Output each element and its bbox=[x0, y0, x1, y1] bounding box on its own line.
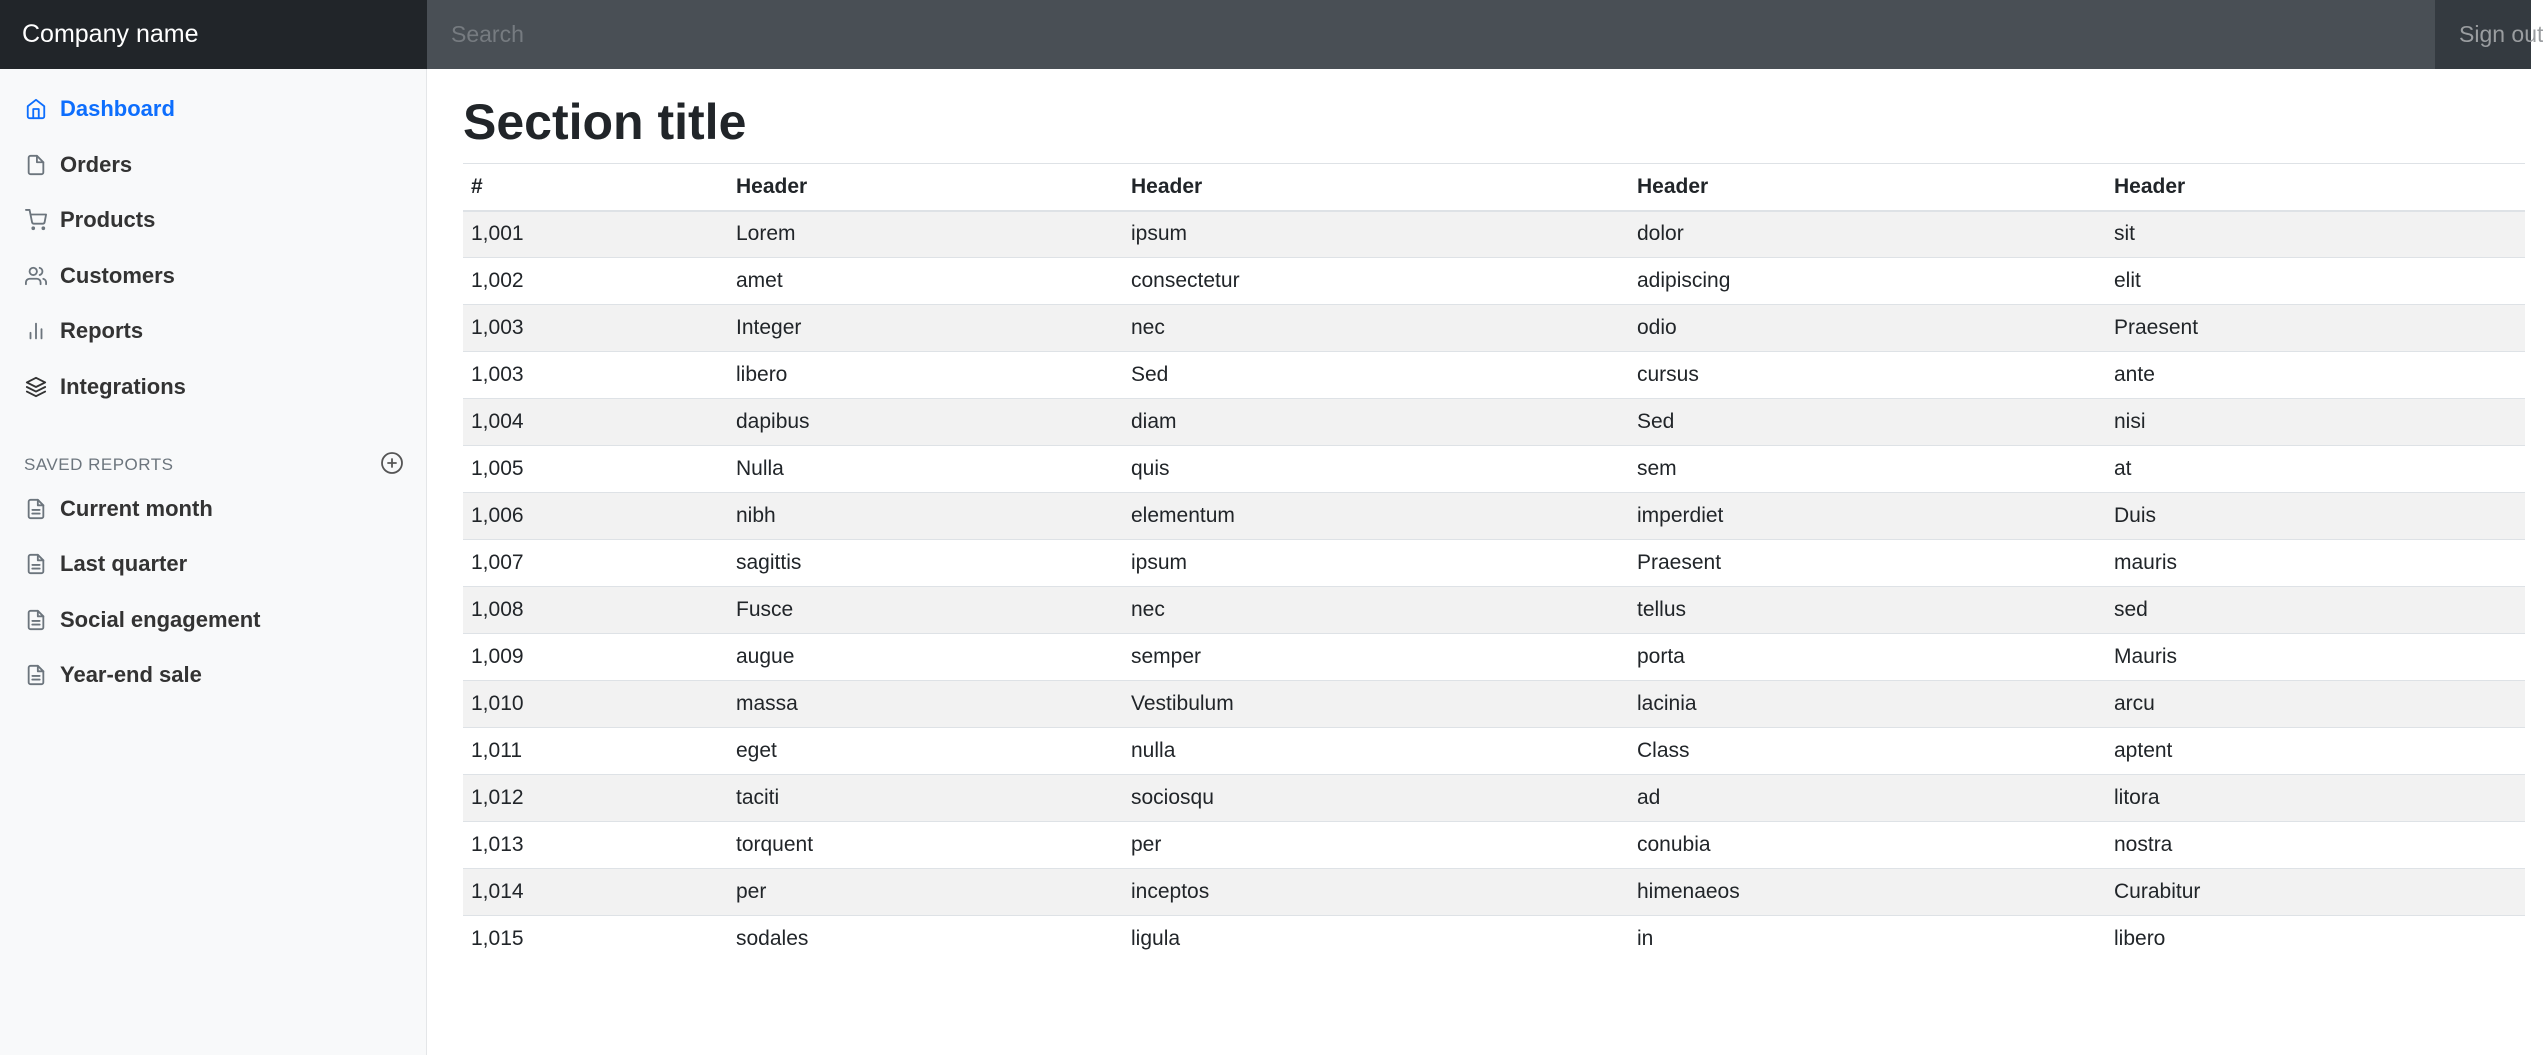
saved-report-label: Last quarter bbox=[60, 551, 188, 576]
sign-out-link[interactable]: Sign out bbox=[2435, 0, 2531, 69]
sidebar-item-products[interactable] bbox=[0, 198, 427, 242]
saved-report-label: Year-end sale bbox=[60, 662, 202, 687]
table-cell: ipsum bbox=[1123, 211, 1629, 258]
saved-report-social-engagement[interactable] bbox=[0, 598, 427, 642]
table-row bbox=[463, 869, 2525, 916]
table-cell: diam bbox=[1123, 399, 1629, 446]
saved-report-current-month[interactable] bbox=[0, 487, 427, 531]
home-icon bbox=[24, 97, 48, 121]
search-input[interactable] bbox=[427, 0, 2435, 69]
table-cell: arcu bbox=[2106, 681, 2525, 728]
table-cell: 1,010 bbox=[463, 681, 728, 728]
table-header: Header bbox=[2106, 164, 2525, 211]
sidebar-item-label: Dashboard bbox=[60, 96, 175, 121]
table-cell: Integer bbox=[728, 305, 1123, 352]
table-cell: sodales bbox=[728, 916, 1123, 963]
table-cell: Nulla bbox=[728, 446, 1123, 493]
shopping-cart-icon bbox=[24, 208, 48, 232]
table-cell: 1,002 bbox=[463, 258, 728, 305]
table-cell: amet bbox=[728, 258, 1123, 305]
table-header: Header bbox=[1629, 164, 2106, 211]
table-row bbox=[463, 399, 2525, 446]
table-row bbox=[463, 728, 2525, 775]
table-cell: litora bbox=[2106, 775, 2525, 822]
table-cell: Duis bbox=[2106, 493, 2525, 540]
data-table bbox=[463, 163, 2525, 963]
table-row bbox=[463, 258, 2525, 305]
table-cell: 1,003 bbox=[463, 305, 728, 352]
table-cell: imperdiet bbox=[1629, 493, 2106, 540]
table-cell: torquent bbox=[728, 822, 1123, 869]
sidebar-item-label: Orders bbox=[60, 152, 133, 177]
table-cell: sociosqu bbox=[1123, 775, 1629, 822]
table-cell: sit bbox=[2106, 211, 2525, 258]
table-row bbox=[463, 446, 2525, 493]
saved-report-year-end-sale[interactable] bbox=[0, 653, 427, 697]
table-row bbox=[463, 681, 2525, 728]
table-cell: ipsum bbox=[1123, 540, 1629, 587]
table-cell: adipiscing bbox=[1629, 258, 2106, 305]
file-text-icon bbox=[24, 552, 48, 576]
table-cell: consectetur bbox=[1123, 258, 1629, 305]
table-row bbox=[463, 211, 2525, 258]
table-cell: himenaeos bbox=[1629, 869, 2106, 916]
table-cell: cursus bbox=[1629, 352, 2106, 399]
saved-report-last-quarter[interactable] bbox=[0, 542, 427, 586]
table-cell: Praesent bbox=[2106, 305, 2525, 352]
table-cell: sagittis bbox=[728, 540, 1123, 587]
table-cell: dolor bbox=[1629, 211, 2106, 258]
table-cell: porta bbox=[1629, 634, 2106, 681]
table-cell: Praesent bbox=[1629, 540, 2106, 587]
sidebar-item-integrations[interactable] bbox=[0, 365, 427, 409]
users-icon bbox=[24, 264, 48, 288]
table-cell: ante bbox=[2106, 352, 2525, 399]
table-cell: sem bbox=[1629, 446, 2106, 493]
table-cell: Sed bbox=[1123, 352, 1629, 399]
table-cell: 1,004 bbox=[463, 399, 728, 446]
table-cell: in bbox=[1629, 916, 2106, 963]
table-cell: 1,012 bbox=[463, 775, 728, 822]
table-cell: 1,006 bbox=[463, 493, 728, 540]
table-row bbox=[463, 916, 2525, 963]
table-cell: nibh bbox=[728, 493, 1123, 540]
table-cell: 1,011 bbox=[463, 728, 728, 775]
table-row bbox=[463, 305, 2525, 352]
table-cell: 1,007 bbox=[463, 540, 728, 587]
sidebar-item-dashboard[interactable] bbox=[0, 87, 427, 131]
saved-reports-heading bbox=[24, 450, 404, 480]
table-cell: augue bbox=[728, 634, 1123, 681]
table-cell: taciti bbox=[728, 775, 1123, 822]
top-navbar bbox=[0, 0, 2543, 69]
table-cell: 1,014 bbox=[463, 869, 728, 916]
table-cell: 1,009 bbox=[463, 634, 728, 681]
table-cell: Lorem bbox=[728, 211, 1123, 258]
sidebar-item-reports[interactable] bbox=[0, 309, 427, 353]
table-cell: lacinia bbox=[1629, 681, 2106, 728]
sidebar-item-label: Reports bbox=[60, 318, 144, 343]
table-cell: elit bbox=[2106, 258, 2525, 305]
table-cell: semper bbox=[1123, 634, 1629, 681]
table-row bbox=[463, 775, 2525, 822]
table-body bbox=[463, 211, 2525, 963]
table-cell: massa bbox=[728, 681, 1123, 728]
sidebar-item-orders[interactable] bbox=[0, 143, 427, 187]
table-cell: nec bbox=[1123, 305, 1629, 352]
table-cell: inceptos bbox=[1123, 869, 1629, 916]
table-cell: quis bbox=[1123, 446, 1629, 493]
table-header: # bbox=[463, 164, 728, 211]
table-cell: eget bbox=[728, 728, 1123, 775]
table-header-row bbox=[463, 164, 2525, 211]
table-cell: 1,015 bbox=[463, 916, 728, 963]
bar-chart-icon bbox=[24, 319, 48, 343]
table-cell: nisi bbox=[2106, 399, 2525, 446]
brand-link[interactable]: Company name bbox=[0, 0, 427, 69]
saved-report-label: Social engagement bbox=[60, 607, 261, 632]
sidebar bbox=[0, 69, 427, 1055]
table-cell: 1,001 bbox=[463, 211, 728, 258]
sidebar-item-label: Integrations bbox=[60, 374, 186, 399]
table-row bbox=[463, 352, 2525, 399]
table-cell: nostra bbox=[2106, 822, 2525, 869]
table-cell: sed bbox=[2106, 587, 2525, 634]
page-title: Section title bbox=[463, 94, 747, 150]
table-header: Header bbox=[1123, 164, 1629, 211]
layers-icon bbox=[24, 375, 48, 399]
file-text-icon bbox=[24, 497, 48, 521]
table-header: Header bbox=[728, 164, 1123, 211]
file-text-icon bbox=[24, 663, 48, 687]
table-cell: tellus bbox=[1629, 587, 2106, 634]
table-row bbox=[463, 822, 2525, 869]
plus-circle-icon[interactable] bbox=[380, 451, 404, 480]
table-cell: Sed bbox=[1629, 399, 2106, 446]
table-cell: conubia bbox=[1629, 822, 2106, 869]
table-cell: Class bbox=[1629, 728, 2106, 775]
table-cell: nec bbox=[1123, 587, 1629, 634]
table-cell: libero bbox=[2106, 916, 2525, 963]
table-cell: Mauris bbox=[2106, 634, 2525, 681]
file-text-icon bbox=[24, 608, 48, 632]
file-icon bbox=[24, 153, 48, 177]
table-row bbox=[463, 587, 2525, 634]
table-cell: 1,005 bbox=[463, 446, 728, 493]
table-cell: ad bbox=[1629, 775, 2106, 822]
table-row bbox=[463, 634, 2525, 681]
table-cell: dapibus bbox=[728, 399, 1123, 446]
table-cell: Curabitur bbox=[2106, 869, 2525, 916]
saved-reports-label: SAVED REPORTS bbox=[24, 455, 174, 474]
sidebar-item-customers[interactable] bbox=[0, 254, 427, 298]
table-row bbox=[463, 493, 2525, 540]
table-cell: aptent bbox=[2106, 728, 2525, 775]
table-cell: 1,003 bbox=[463, 352, 728, 399]
table-row bbox=[463, 540, 2525, 587]
table-cell: at bbox=[2106, 446, 2525, 493]
table-cell: libero bbox=[728, 352, 1123, 399]
main-content bbox=[428, 69, 2531, 1055]
table-cell: nulla bbox=[1123, 728, 1629, 775]
table-cell: Fusce bbox=[728, 587, 1123, 634]
table-cell: elementum bbox=[1123, 493, 1629, 540]
table-cell: mauris bbox=[2106, 540, 2525, 587]
sidebar-item-label: Products bbox=[60, 207, 156, 232]
table-cell: 1,008 bbox=[463, 587, 728, 634]
table-cell: ligula bbox=[1123, 916, 1629, 963]
table-cell: 1,013 bbox=[463, 822, 728, 869]
saved-report-label: Current month bbox=[60, 496, 213, 521]
table-cell: per bbox=[1123, 822, 1629, 869]
table-cell: odio bbox=[1629, 305, 2106, 352]
table-cell: per bbox=[728, 869, 1123, 916]
table-cell: Vestibulum bbox=[1123, 681, 1629, 728]
sidebar-item-label: Customers bbox=[60, 263, 175, 288]
